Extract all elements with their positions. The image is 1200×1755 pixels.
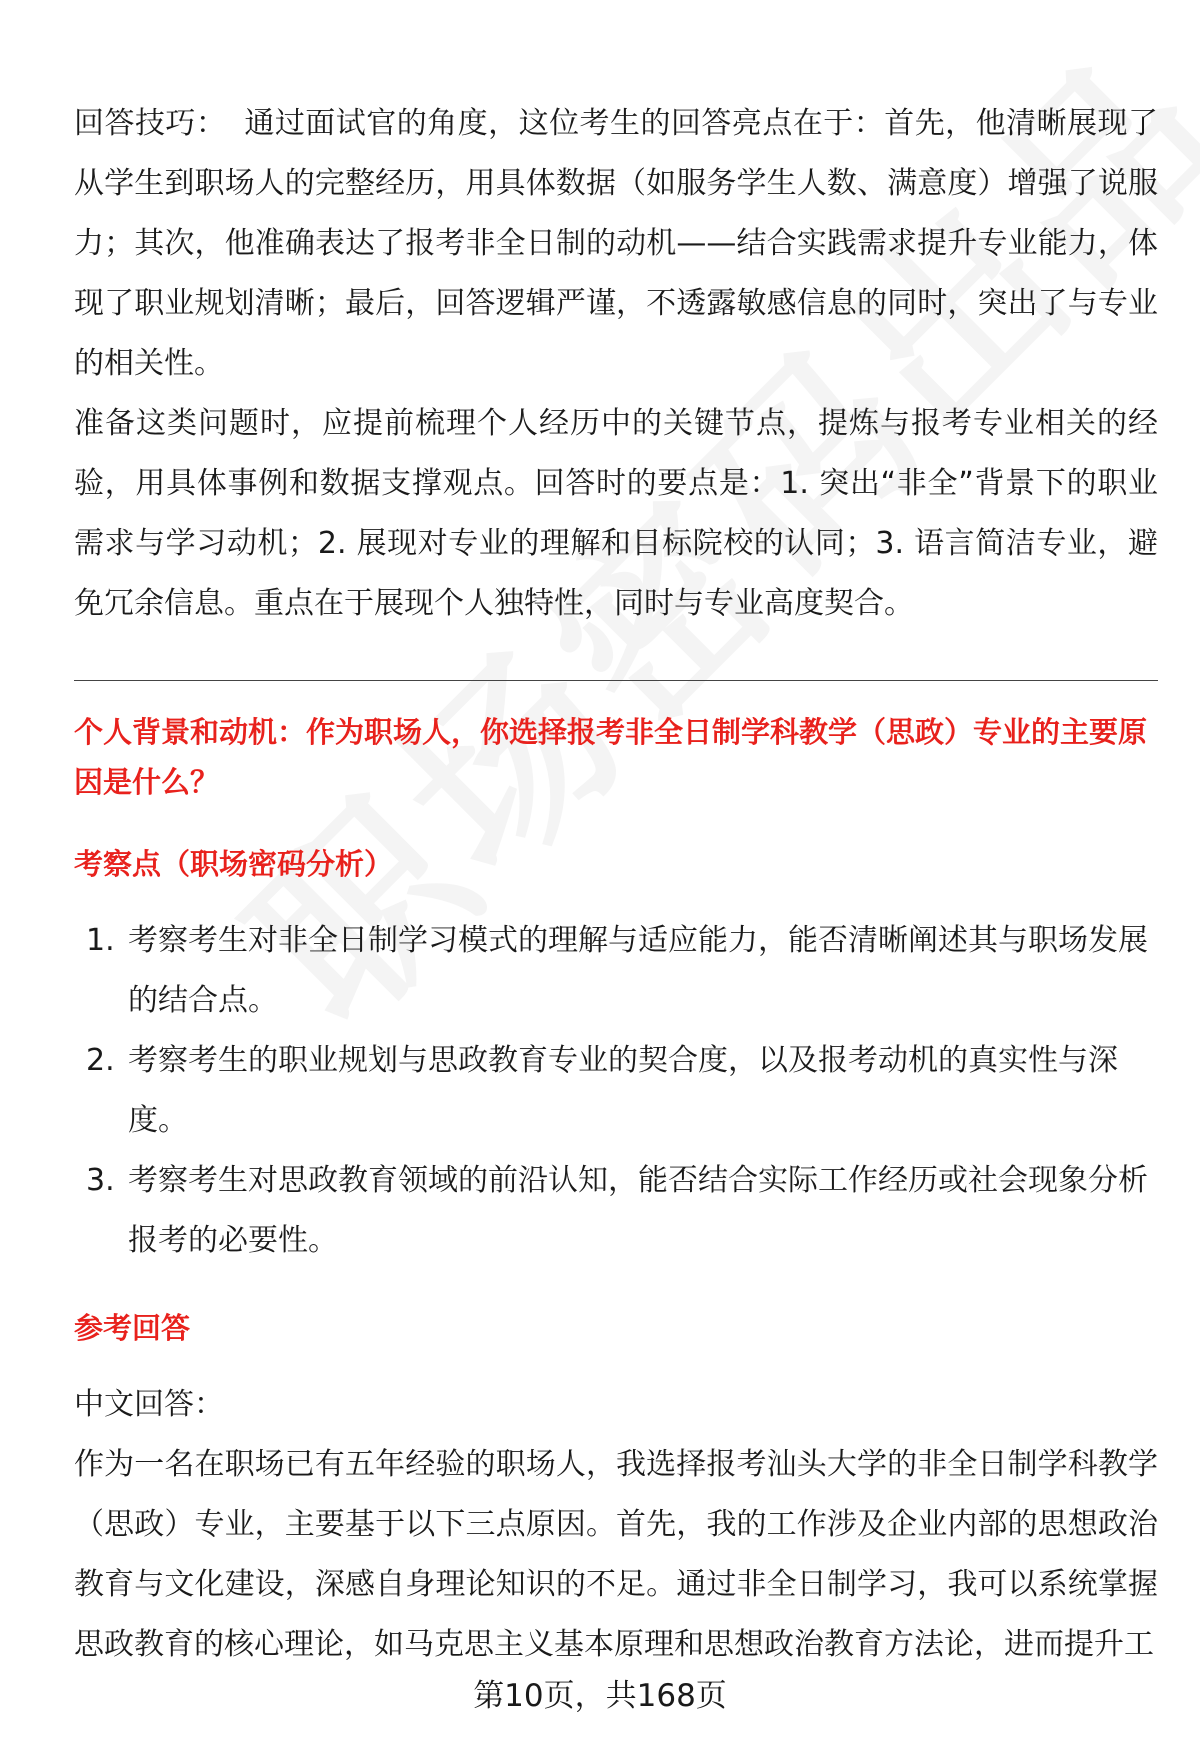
tips-text: 通过面试官的角度，这位考生的回答亮点在于：首先，他清晰展现了从学生到职场人的完整经历，用具体数据（如服务学生人数、满意度）增强了说服力；其次，他准确表达了报考非全日制的动机——结合实践需求提升专业能力，体现了职业规划清晰；最后，回答逻辑严谨，不透露敏感信息的同时，突出了与专业的相关性。 xyxy=(74,106,1159,381)
list-item xyxy=(74,1151,1158,1271)
list-item xyxy=(74,911,1158,1031)
page-footer: 第10页，共168页 xyxy=(473,1678,727,1714)
list-number: 3. xyxy=(86,1163,115,1198)
answer-text: 作为一名在职场已有五年经验的职场人，我选择报考汕头大学的非全日制学科教学（思政）专业，主要基于以下三点原因。首先，我的工作涉及企业内部的思想政治教育与文化建设，深感自身理论知识的不足。通过非全日制学习，我可以系统掌握思政教育的核心理论，如马克思主义基本原理和思想政治教育方法论，进而提升工 xyxy=(74,1447,1158,1662)
list-item-text: 考察考生对非全日制学习模式的理解与适应能力，能否清晰阐述其与职场发展的结合点。 xyxy=(128,923,1148,1018)
section-divider xyxy=(74,680,1158,681)
answer-label: 中文回答： xyxy=(74,1387,224,1422)
list-item-text: 考察考生的职业规划与思政教育专业的契合度，以及报考动机的真实性与深度。 xyxy=(128,1043,1118,1138)
tips-label: 回答技巧： xyxy=(74,106,227,141)
list-item xyxy=(74,1031,1158,1151)
prep-paragraph: 准备这类问题时，应提前梳理个人经历中的关键节点，提炼与报考专业相关的经验，用具体事例和数据支撑观点。回答时的要点是：1. 突出“非全”背景下的职业需求与学习动机；2. 展现对专业的理解和目标院校的认同；3. 语言简洁专业，避免冗余信息。重点在于展现个人独特性，同时与专业高度契合。 xyxy=(74,406,1158,621)
question-title: 个人背景和动机：作为职场人，你选择报考非全日制学科教学（思政）专业的主要原因是什么？ xyxy=(74,715,1148,799)
answer-heading: 参考回答 xyxy=(74,1311,191,1345)
list-number: 1. xyxy=(86,923,115,958)
points-heading: 考察点（职场密码分析） xyxy=(74,847,394,881)
document-page xyxy=(74,94,1158,1675)
points-list xyxy=(74,911,1158,1271)
tips-paragraph xyxy=(74,94,1158,394)
list-number: 2. xyxy=(86,1043,115,1078)
list-item-text: 考察考生对思政教育领域的前沿认知，能否结合实际工作经历或社会现象分析报考的必要性。 xyxy=(128,1163,1148,1258)
